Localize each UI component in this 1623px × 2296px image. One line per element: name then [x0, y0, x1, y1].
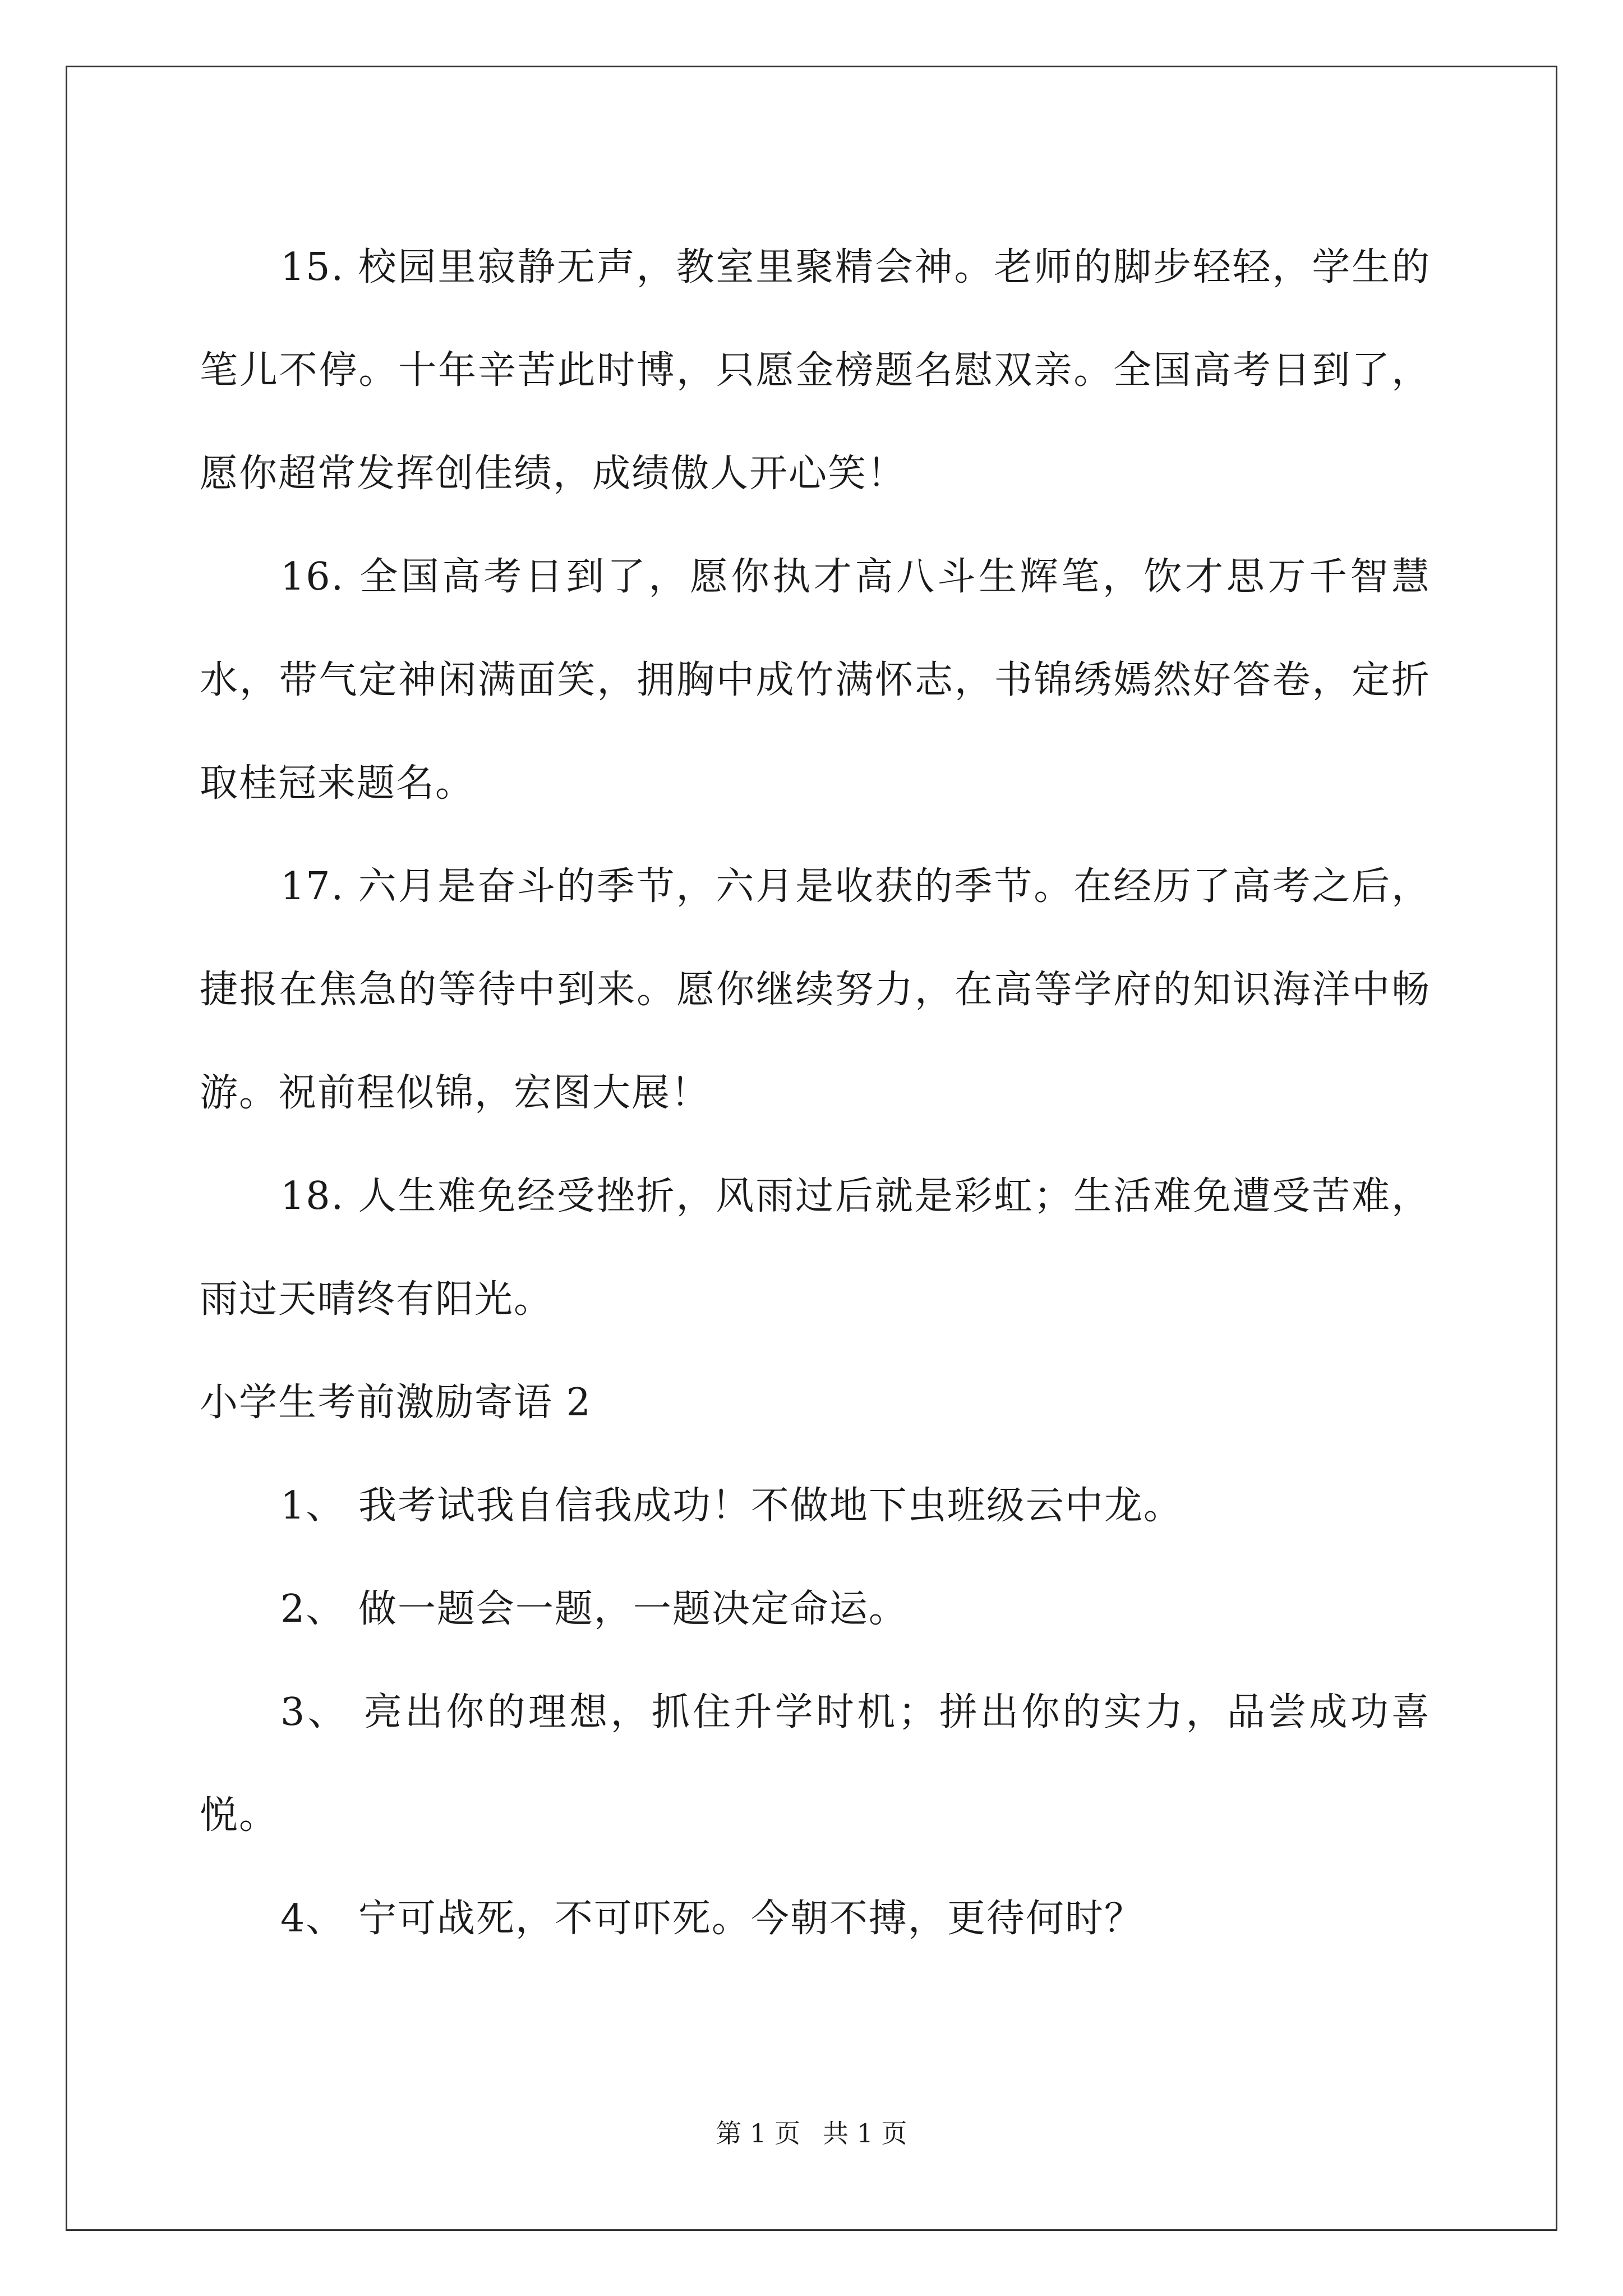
paragraph-15: 15. 校园里寂静无声，教室里聚精会神。老师的脚步轻轻，学生的笔儿不停。十年辛苦此时博，只愿金榜题名慰双亲。全国高考日到了，愿你超常发挥创佳绩，成绩傲人开心笑！	[200, 245, 1431, 496]
list-item-3: 3、 亮出你的理想，抓住升学时机；拼出你的实力，品尝成功喜悦。	[200, 1690, 1431, 1838]
page-footer	[0, 2116, 1623, 2150]
list-item-2: 2、 做一题会一题，一题决定命运。	[280, 1587, 908, 1631]
page-number-total: 共 1 页	[823, 2118, 907, 2148]
document-body	[200, 216, 1431, 1971]
paragraph-18: 18. 人生难免经受挫折，风雨过后就是彩虹；生活难免遭受苦难，雨过天晴终有阳光。	[200, 1174, 1431, 1322]
section-heading: 小学生考前激励寄语 2	[200, 1381, 592, 1425]
list-item-4: 4、 宁可战死，不可吓死。今朝不搏，更待何时？	[280, 1897, 1144, 1941]
list-item-1: 1、 我考试我自信我成功！不做地下虫班级云中龙。	[280, 1484, 1183, 1528]
paragraph-16: 16. 全国高考日到了，愿你执才高八斗生辉笔，饮才思万千智慧水，带气定神闲满面笑，拥胸中成竹满怀志，书锦绣嫣然好答卷，定折取桂冠来题名。	[200, 555, 1431, 806]
paragraph-17: 17. 六月是奋斗的季节，六月是收获的季节。在经历了高考之后，捷报在焦急的等待中到来。愿你继续努力，在高等学府的知识海洋中畅游。祝前程似锦，宏图大展！	[200, 864, 1431, 1115]
page-number-current: 第 1 页	[716, 2118, 800, 2148]
